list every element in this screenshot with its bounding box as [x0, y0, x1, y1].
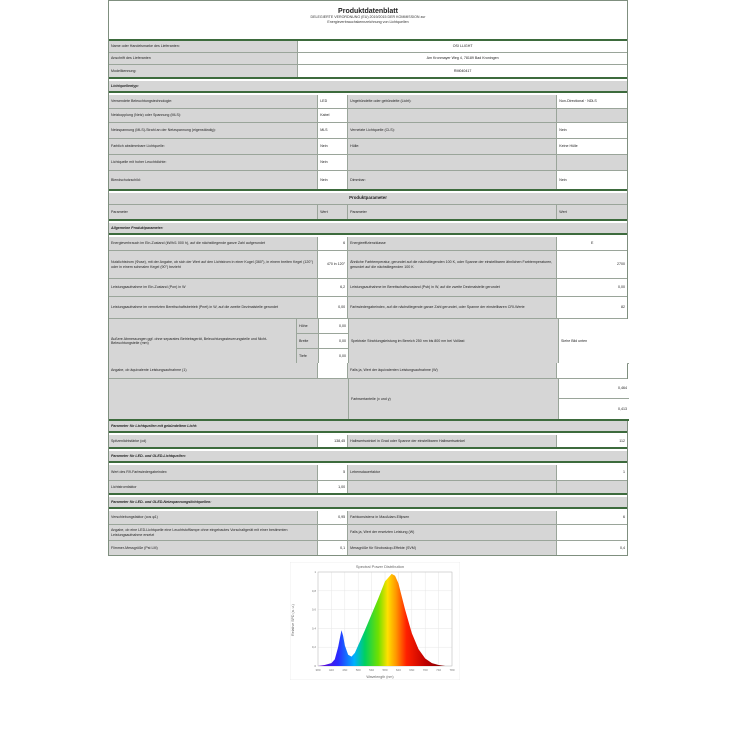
param-label: Farbkonsistenz in MacAdam-Ellipsen — [348, 511, 557, 524]
section-heading — [109, 81, 627, 93]
param-value: 0,95 — [318, 511, 348, 524]
param-value: MLS — [318, 123, 348, 138]
param-value — [557, 155, 627, 170]
param-label: Angabe, ob eine LED-Lichtquelle eine Leuchtstofflampe ohne eingebautes Vorschaltgerät mit einer bestimmten Leistungsaufnahme ersetzt — [109, 525, 318, 540]
param-value — [557, 363, 627, 378]
param-value: 6 — [557, 511, 627, 524]
dimension-key: Tiefe — [297, 349, 319, 363]
param-value: Nein — [557, 171, 627, 189]
section-heading-text: Parameter für LED- und OLED-Lichtquellen: — [111, 453, 186, 458]
param-value: 6 — [318, 237, 348, 250]
section-heading-text: Produktparameter — [349, 195, 387, 201]
param-label: Angabe, ob äquivalente Leistungsaufnahme (1) — [109, 363, 318, 378]
param-value: Nein — [318, 171, 348, 189]
param-row — [109, 363, 627, 379]
x-tick-label: 740 — [436, 668, 442, 672]
param-row — [109, 525, 627, 541]
param-value: 470 in 120° — [318, 251, 348, 278]
param-label: Verschiebungsfaktor (cos φ1) — [109, 511, 318, 524]
param-row — [109, 541, 627, 555]
light-type-row — [109, 155, 627, 171]
y-tick-label: 0,6 — [311, 607, 316, 612]
y-axis-label: Relative SPD (a. u.) — [291, 604, 295, 636]
dimension-key: Höhe — [297, 319, 319, 334]
param-label: Falls ja, Wert der äquivalenten Leistungsaufnahme (W) — [348, 363, 557, 378]
section-heading — [109, 497, 627, 509]
x-tick-label: 700 — [422, 668, 428, 672]
param-row — [109, 251, 627, 279]
chromaticity-x: 0,464 — [559, 379, 629, 399]
param-label: Halbwertswinkel in Grad oder Spanne der einstellbaren Halbwertswinkel — [348, 435, 557, 447]
y-tick-label: 0,2 — [311, 645, 316, 650]
info-label: Anschrift des Lieferanten — [109, 53, 298, 64]
chromaticity-block — [109, 379, 629, 421]
x-axis-label: Wavelength (nm) — [366, 675, 394, 679]
param-label — [348, 155, 557, 170]
column-header: Wert — [557, 205, 627, 219]
info-row — [109, 41, 627, 53]
section-heading-text: Parameter für Lichtquellen mit gebündeltem Licht: — [111, 423, 198, 428]
param-label: Farbwertanteile (x und y) — [349, 379, 559, 419]
section-heading — [109, 193, 627, 205]
dimensions-block — [109, 319, 629, 364]
info-value: RM040417 — [298, 65, 627, 77]
x-tick-label: 620 — [395, 668, 401, 672]
y-tick-label: 0 — [314, 664, 316, 668]
param-label: Lichtstromfaktor — [109, 481, 318, 493]
param-label: Spitzenlichtstärke (cd) — [109, 435, 318, 447]
param-value — [318, 525, 348, 540]
param-value: 2700 — [557, 251, 627, 278]
datasheet-subtitle: DELEGIERTE VERORDNUNG (EU) 2019/2015 DER KOMMISSION zur — [310, 15, 426, 19]
param-row — [109, 237, 627, 251]
param-label: Blendschutzschild: — [109, 171, 318, 189]
param-label: Vernetzte Lichtquelle (CLS): — [348, 123, 557, 138]
param-value: 82 — [557, 297, 627, 318]
param-label: Energieeffizienzklasse — [348, 237, 557, 250]
param-label: Netzkopplung (Netz) oder Spannung (MLS): — [109, 109, 318, 122]
light-type-row — [109, 139, 627, 155]
param-label — [348, 481, 557, 493]
column-header: Wert — [318, 205, 348, 219]
param-label: Spektrale Strahlungsleistung im Bereich 250 nm bis 800 nm bei Volllast — [349, 319, 559, 363]
param-label: Leistungsaufnahme im vernetzten Bereitschaftsbetrieb (Pnet) in W, auf die zweite Dezimalstelle gerundet — [109, 297, 318, 318]
datasheet-title: Produktdatenblatt — [338, 8, 398, 15]
dimension-value: 0,00 — [319, 334, 349, 349]
dimensions-label: Äußere Abmessungen ggf. ohne separates Betriebsgerät, Beleuchtungssteuerungsteile und Nicht-Beleuchtungsteile (mm) — [109, 319, 297, 363]
column-header: Parameter — [109, 205, 318, 219]
param-value: Non-Directional · NDLS — [557, 95, 627, 108]
dimension-key: Breite — [297, 334, 319, 349]
param-value: 0,4 — [557, 541, 627, 555]
spectrum-chart — [290, 562, 460, 680]
param-value: 1,00 — [318, 481, 348, 493]
param-value: E — [557, 237, 627, 250]
datasheet-title-block — [109, 1, 627, 41]
section-heading — [109, 451, 627, 463]
section-heading-text: Lichtquellentyp: — [111, 83, 139, 88]
x-tick-label: 780 — [449, 668, 455, 672]
chart-title: Spectral Power Distribution — [355, 564, 405, 569]
info-value: OSI LLIGHT — [298, 41, 627, 52]
x-tick-label: 460 — [342, 668, 348, 672]
param-row — [109, 297, 627, 319]
param-row — [109, 481, 627, 495]
light-type-row — [109, 171, 627, 191]
param-row — [109, 279, 627, 297]
dimension-value: 0,00 — [319, 349, 349, 363]
x-tick-label: 660 — [409, 668, 415, 672]
param-label: Messgröße für Stroboskop-Effekte (SVM) — [348, 541, 557, 555]
param-label: Farblich abstimmbare Lichtquelle: — [109, 139, 318, 154]
param-label: Ungebündelte oder gebündelte (Licht): — [348, 95, 557, 108]
param-label: Verwendete Beleuchtungstechnologie: — [109, 95, 318, 108]
section-heading-text: Parameter für LED- und OLED-Netzspannungslichtquellen: — [111, 499, 212, 504]
param-label: Leistungsaufnahme im Bereitschaftszustand (Psb) in W, auf die zweite Dezimalstelle gerundet — [348, 279, 557, 296]
product-datasheet — [108, 0, 628, 556]
param-value — [318, 363, 348, 378]
x-tick-label: 580 — [382, 668, 388, 672]
y-tick-label: 0,4 — [311, 626, 316, 631]
datasheet-subtitle-2: Energieverbrauchskennzeichnung von Lichtquellen — [327, 20, 409, 24]
param-value: Kabel — [318, 109, 348, 122]
param-value: 0,00 — [557, 279, 627, 296]
x-tick-label: 500 — [355, 668, 361, 672]
info-row — [109, 65, 627, 79]
spectrum-chart-svg — [290, 562, 460, 680]
param-label: Farbwiedergabeindex, auf die nächstliegende ganze Zahl gerundet, oder Spanne der einstellbaren CRI-Werte — [348, 297, 557, 318]
column-header: Parameter — [348, 205, 557, 219]
param-row — [109, 435, 627, 449]
light-type-row — [109, 109, 627, 123]
x-tick-label: 380 — [315, 668, 321, 672]
param-value — [557, 525, 627, 540]
param-label: Flimmer-Messgröße (Pst LM) — [109, 541, 318, 555]
x-tick-label: 420 — [328, 668, 334, 672]
info-label: Modellkennung: — [109, 65, 298, 77]
y-tick-label: 1 — [314, 570, 316, 574]
param-value: Keine Hülle — [557, 139, 627, 154]
param-row — [109, 511, 627, 525]
info-label: Name oder Handelsmarke des Lieferanten: — [109, 41, 298, 52]
param-value: 6,2 — [318, 279, 348, 296]
param-label: Falls ja, Wert der ersetzten Leistung (W) — [348, 525, 557, 540]
param-value: 112 — [557, 435, 627, 447]
param-value: 5 — [318, 465, 348, 480]
x-tick-label: 540 — [369, 668, 375, 672]
param-label: Netzspannung (MLS)-Strahl an der Netzspannung (eigenständig): — [109, 123, 318, 138]
dimension-value: 0,00 — [319, 319, 349, 334]
param-label: Dimmbar: — [348, 171, 557, 189]
section-heading — [109, 421, 627, 433]
info-row — [109, 53, 627, 65]
param-value: 0,00 — [318, 297, 348, 318]
param-value: Nein — [318, 155, 348, 170]
param-label: Hülle: — [348, 139, 557, 154]
chromaticity-y: 0,413 — [559, 399, 629, 419]
param-label: Lichtquelle mit hoher Leuchtdichte: — [109, 155, 318, 170]
param-value — [557, 109, 627, 122]
light-type-row — [109, 95, 627, 109]
param-label: Leistungsaufnahme im Ein-Zustand (Pon) in W — [109, 279, 318, 296]
param-value: 138,45 — [318, 435, 348, 447]
info-value: Am Kronmayer Weg 4, 78189 Bad Kroningen — [298, 53, 627, 64]
param-label: Nutzlichtstrom (Φuse), mit der Angabe, ob sich der Wert auf den Lichtstrom in einer Kugel (360°), in einem breiten Kegel (120°) oder in einem schmalen Kegel (90°) bezieht — [109, 251, 318, 278]
param-value: LED — [318, 95, 348, 108]
param-value: Siehe Bild unten — [559, 319, 629, 363]
column-header-row — [109, 205, 627, 221]
param-value — [557, 481, 627, 493]
param-row — [109, 465, 627, 481]
param-label — [348, 109, 557, 122]
param-value: Nein — [557, 123, 627, 138]
section-heading — [109, 223, 627, 235]
section-heading-text: Allgemeine Produktparameter: — [111, 225, 164, 230]
param-value: Nein — [318, 139, 348, 154]
param-value: 0,1 — [318, 541, 348, 555]
param-label: Wert des R9-Farbwiedergabeindex — [109, 465, 318, 480]
light-type-row — [109, 123, 627, 139]
param-label: Ähnliche Farbtemperatur, gerundet auf die nächstliegenden 100 K, oder Spanne der einstellbaren ähnlichen Farbtemperaturen, gerundet auf die nächstliegenden 100 K — [348, 251, 557, 278]
param-label: Lebensdauerfaktor — [348, 465, 557, 480]
empty-cell — [109, 379, 349, 419]
y-tick-label: 0,8 — [311, 588, 316, 593]
param-value: 1 — [557, 465, 627, 480]
param-label: Energieverbrauch im Ein-Zustand (kWh/1 000 h), auf die nächstliegende ganze Zahl aufgerundet — [109, 237, 318, 250]
